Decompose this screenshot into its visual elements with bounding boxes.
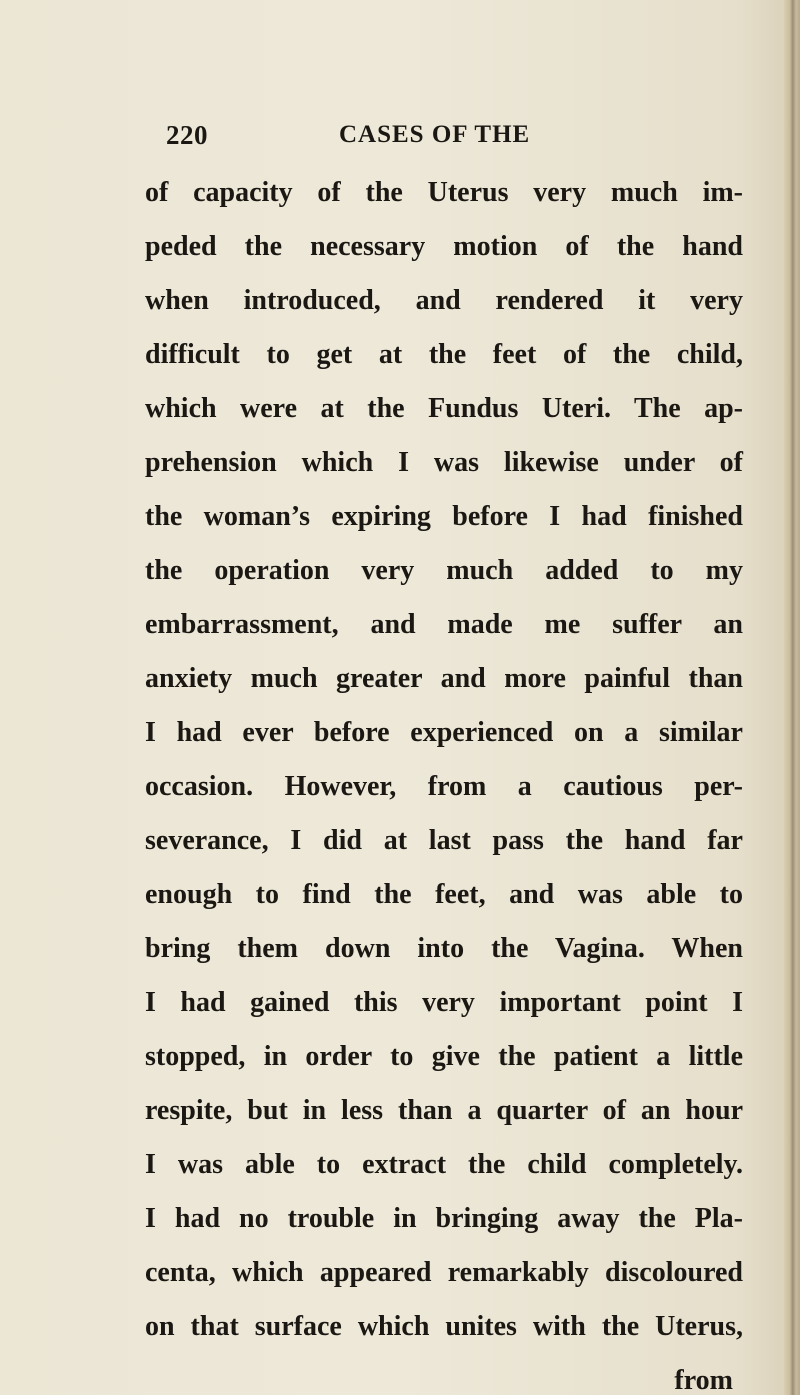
- text-line-22: on that surface which unites with the Uterus,: [145, 1311, 743, 1342]
- text-line-5: which were at the Fundus Uteri. The ap-: [145, 393, 743, 424]
- text-line-12: occasion. However, from a cautious per-: [145, 771, 743, 802]
- text-line-6: prehension which I was likewise under of: [145, 447, 743, 478]
- page-number: 220: [166, 120, 208, 150]
- text-line-2: peded the necessary motion of the hand: [145, 231, 743, 262]
- text-line-1: of capacity of the Uterus very much im-: [145, 177, 743, 208]
- text-line-3: when introduced, and rendered it very: [145, 285, 743, 316]
- page-edge-shadow: [784, 0, 800, 1395]
- text-line-4: difficult to get at the feet of the child,: [145, 339, 743, 370]
- text-line-13: severance, I did at last pass the hand far: [145, 825, 743, 856]
- text-line-9: embarrassment, and made me suffer an: [145, 609, 743, 640]
- running-title: CASES OF THE: [339, 121, 531, 148]
- text-line-21: centa, which appeared remarkably discoloured: [145, 1257, 743, 1288]
- text-line-8: the operation very much added to my: [145, 555, 743, 586]
- text-line-10: anxiety much greater and more painful than: [145, 663, 743, 694]
- text-line-16: I had gained this very important point I: [145, 987, 743, 1018]
- text-line-7: the woman’s expiring before I had finished: [145, 501, 743, 532]
- running-head: [0, 112, 800, 162]
- catchword: from: [674, 1365, 733, 1395]
- text-line-17: stopped, in order to give the patient a little: [145, 1041, 743, 1072]
- text-line-15: bring them down into the Vagina. When: [145, 933, 743, 964]
- text-line-20: I had no trouble in bringing away the Pla-: [145, 1203, 743, 1234]
- text-line-19: I was able to extract the child completely.: [145, 1149, 743, 1180]
- body-text: [145, 166, 743, 1395]
- text-line-14: enough to find the feet, and was able to: [145, 879, 743, 910]
- text-line-18: respite, but in less than a quarter of an hour: [145, 1095, 743, 1126]
- text-line-11: I had ever before experienced on a similar: [145, 717, 743, 748]
